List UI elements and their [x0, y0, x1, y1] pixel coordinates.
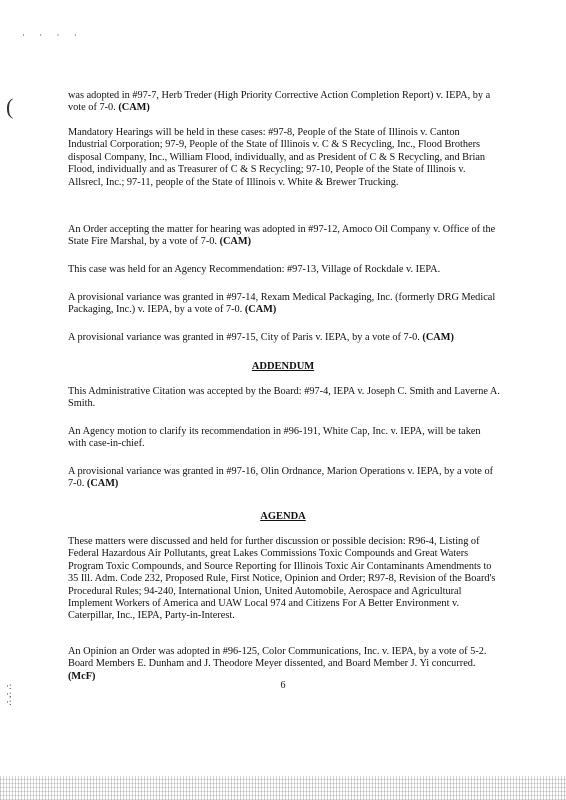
body-block-3 — [68, 224, 500, 249]
agenda-block-1 — [68, 536, 500, 623]
paragraph-variance-97-14: A provisional variance was granted in #97-14, Rexam Medical Packaging, Inc. (formerly DRG Medical Packaging, Inc.) v. IEPA, by a vote of 7-0. (CAM) — [68, 292, 496, 316]
paragraph-opinion-96-125: An Opinion an Order was adopted in #96-125, Color Communications, Inc. v. IEPA, by a vote of 5-2. Board Members E. Dunham and J. Theodore Meyer dissented, and Board Member J. Yi concurred. (McF) — [68, 646, 487, 682]
paragraph-motion-96-191: An Agency motion to clarify its recommendation in #96-191, White Cap, Inc. v. IEPA, will be taken with case-in-chief. — [68, 426, 481, 450]
paragraph-citation-97-4: This Administrative Citation was accepted by the Board: #97-4, IEPA v. Joseph C. Smith and Laverne A. Smith. — [68, 386, 500, 410]
scan-noise-strip — [0, 776, 566, 800]
addendum-block-1 — [68, 386, 500, 411]
paragraph-order-97-12: An Order accepting the matter for hearing was adopted in #97-12, Amoco Oil Company v. Office of the State Fire Marshal, by a vote of 7-0. (CAM) — [68, 224, 496, 248]
body-block-2 — [68, 127, 500, 189]
paragraph-variance-97-15: A provisional variance was granted in #97-15, City of Paris v. IEPA, by a vote of 7-0. (CAM) — [68, 332, 454, 343]
addendum-block-2 — [68, 426, 500, 451]
paragraph-variance-97-16: A provisional variance was granted in #97-16, Olin Ordnance, Marion Operations v. IEPA, by a vote of 7-0. (CAM) — [68, 466, 494, 490]
agenda-block-2 — [68, 646, 500, 683]
scan-dots: · · · · — [22, 30, 83, 40]
agenda-heading: AGENDA — [260, 511, 306, 522]
paragraph-mandatory-hearings: Mandatory Hearings will be held in these cases: #97-8, People of the State of Illinois v. Canton Industrial Corporation; 97-9, People of the State of Illinois v. C & S Recycling, Inc., Flood Brothers disposal Company, Inc., William Flood, individually, and as President of C & S Recycling, and Brian Flood, individually and as Treasurer of C & S Recycling; 97-10, People of the State of Illinois v. Allsrecl, Inc.; 97-11, people of the State of Illinois v. White & Brewer Trucking. — [68, 127, 486, 188]
addendum-block-3 — [68, 466, 500, 491]
body-block-5 — [68, 292, 500, 317]
paragraph-held-97-13: This case was held for an Agency Recommendation: #97-13, Village of Rockdale v. IEPA. — [68, 264, 441, 275]
addendum-heading: ADDENDUM — [251, 361, 315, 372]
body-block-1 — [68, 90, 500, 115]
body-block-4 — [68, 264, 500, 276]
paragraph-adopted-97-7: was adopted in #97-7, Herb Treder (High Priority Corrective Action Completion Report) v. IEPA, by a vote of 7-0. (CAM) — [68, 90, 491, 114]
page-number: 6 — [280, 680, 286, 691]
body-block-6 — [68, 332, 500, 344]
paragraph-discussed-matters: These matters were discussed and held for further discussion or possible decision: R96-4, Listing of Federal Hazardous Air Pollutants, great Lakes Commissions Toxic Compounds and Great Waters Program Toxic Compounds, and Source Reporting for Illinois Toxic Air Contaminants Amendments to 35 Ill. Adm. Code 232, Proposed Rule, First Notice, Opinion and Order; R97-8, Revision of the Board's Procedural Rules; 94-240, International Union, United Automobile, Aerospace and Agricultural Implement Workers of America and UAW Local 974 and Citizens For A Better Environment v. Caterpillar, Inc., IEPA, Party-in-Interest. — [68, 536, 496, 622]
punch-hole-mark: ( — [6, 94, 14, 119]
margin-smudge: ·: ·; ·: — [6, 681, 12, 707]
